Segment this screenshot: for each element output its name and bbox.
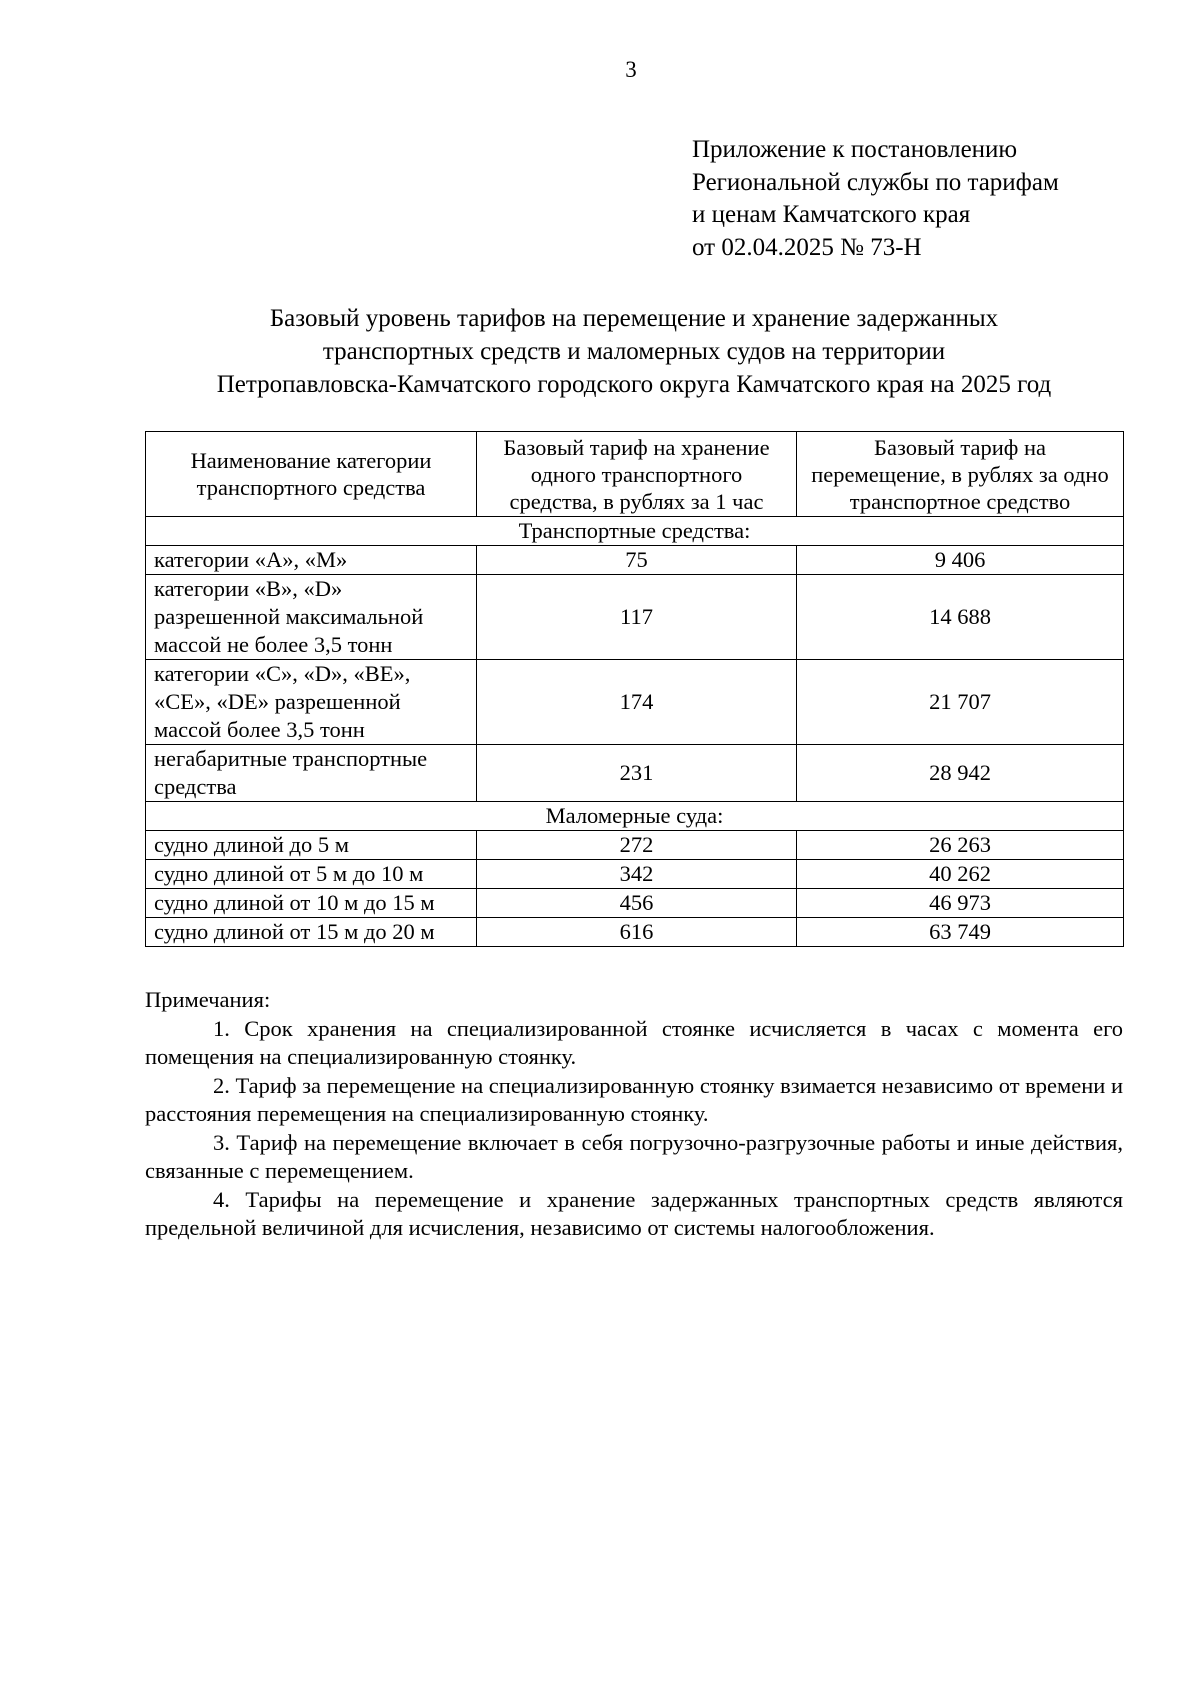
header-category: Наименование категории транспортного средства — [146, 432, 477, 517]
storage-tariff: 174 — [477, 660, 797, 745]
move-tariff: 26 263 — [797, 831, 1124, 860]
note-item: 4. Тарифы на перемещение и хранение задержанных транспортных средств являются предельной величиной для исчисления, независимо от системы налогообложения. — [145, 1186, 1123, 1240]
storage-tariff: 117 — [477, 575, 797, 660]
notes-heading: Примечания: — [145, 987, 271, 1012]
storage-tariff: 342 — [477, 860, 797, 889]
category-name: негабаритные транспортные средства — [146, 745, 477, 802]
title-line: транспортных средств и маломерных судов на территории — [322, 338, 946, 365]
move-tariff: 14 688 — [797, 575, 1124, 660]
table-row — [146, 889, 1124, 918]
table-row — [146, 745, 1124, 802]
title-line: Петропавловска-Камчатского городского округа Камчатского края на 2025 год — [216, 371, 1052, 398]
table-row — [146, 660, 1124, 745]
category-name: категории «B», «D» разрешенной максимальной массой не более 3,5 тонн — [146, 575, 477, 660]
category-name: категории «А», «М» — [146, 546, 477, 575]
note-item: 1. Срок хранения на специализированной стоянке исчисляется в часах с момента его помещения на специализированную стоянку. — [145, 1015, 1123, 1069]
note-item: 3. Тариф на перемещение включает в себя погрузочно-разгрузочные работы и иные действия, связанные с перемещением. — [145, 1129, 1123, 1183]
storage-tariff: 616 — [477, 918, 797, 947]
notes — [145, 986, 1123, 1243]
move-tariff: 9 406 — [797, 546, 1124, 575]
appendix-line: Приложение к постановлению — [692, 136, 1018, 163]
move-tariff: 28 942 — [797, 745, 1124, 802]
title-line: Базовый уровень тарифов на перемещение и хранение задержанных — [269, 305, 999, 332]
section-title: Маломерные суда: — [146, 802, 1124, 831]
move-tariff: 40 262 — [797, 860, 1124, 889]
table-row — [146, 918, 1124, 947]
table-row — [146, 831, 1124, 860]
category-name: судно длиной от 10 м до 15 м — [146, 889, 477, 918]
category-name: категории «C», «D», «BE», «CE», «DE» разрешенной массой более 3,5 тонн — [146, 660, 477, 745]
note-item: 2. Тариф за перемещение на специализированную стоянку взимается независимо от времени и расстояния перемещения на специализированную стоянку. — [145, 1072, 1123, 1126]
storage-tariff: 272 — [477, 831, 797, 860]
move-tariff: 21 707 — [797, 660, 1124, 745]
move-tariff: 46 973 — [797, 889, 1124, 918]
appendix-header — [692, 134, 1059, 264]
table-header-row — [146, 432, 1124, 517]
table-row — [146, 546, 1124, 575]
category-name: судно длиной от 5 м до 10 м — [146, 860, 477, 889]
appendix-line: от 02.04.2025 № 73-Н — [692, 233, 922, 261]
header-storage: Базовый тариф на хранение одного транспортного средства, в рублях за 1 час — [477, 432, 797, 517]
section-title: Транспортные средства: — [146, 517, 1124, 546]
category-name: судно длиной от 15 м до 20 м — [146, 918, 477, 947]
storage-tariff: 231 — [477, 745, 797, 802]
header-move: Базовый тариф на перемещение, в рублях за одно транспортное средство — [797, 432, 1124, 517]
document-title — [145, 302, 1123, 401]
storage-tariff: 75 — [477, 546, 797, 575]
appendix-line: Региональной службы по тарифам — [692, 168, 1059, 196]
page-number: 3 — [625, 57, 637, 82]
tariff-table — [145, 431, 1124, 947]
table-row — [146, 575, 1124, 660]
table-row — [146, 860, 1124, 889]
storage-tariff: 456 — [477, 889, 797, 918]
category-name: судно длиной до 5 м — [146, 831, 477, 860]
move-tariff: 63 749 — [797, 918, 1124, 947]
appendix-line: и ценам Камчатского края — [692, 201, 971, 228]
